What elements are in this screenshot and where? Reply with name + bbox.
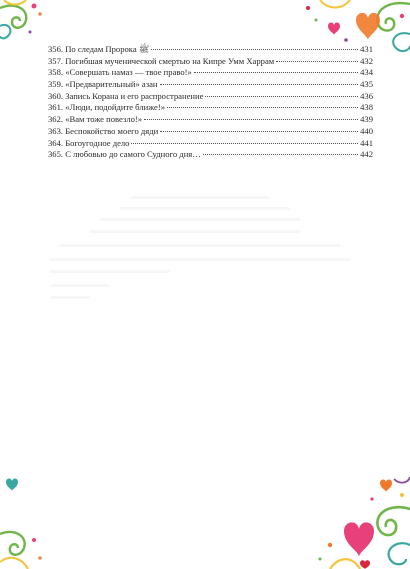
toc-entry [48,138,373,150]
dot-icon [32,538,36,542]
toc-entry [48,102,373,114]
toc-dot-leader [131,143,358,144]
toc-entry-title: 360. Запись Корана и его распространение [48,90,204,101]
dot-icon [32,4,37,9]
dot-icon [370,497,373,500]
toc-entry-title: 364. Богоугодное дело [48,137,130,148]
toc-dot-leader [203,154,358,155]
dot-icon [400,493,404,497]
toc-entry-page-number: 441 [360,137,373,148]
corner-decoration-bottom-left [0,474,60,569]
toc-dot-leader [151,49,358,50]
toc-entry-page-number: 434 [360,67,373,78]
toc-entry [48,126,373,138]
toc-dot-leader [160,84,359,85]
heart-icon [328,22,340,35]
heart-icon [6,478,18,491]
dot-icon [400,14,404,18]
corner-decoration-bottom-right [260,459,410,569]
toc-entry-page-number: 442 [360,149,373,160]
heart-icon [380,479,392,492]
dot-icon [29,31,32,34]
toc-entry-page-number: 432 [360,55,373,66]
toc-entry-title: 359. «Предварительный» азан [48,79,158,90]
heart-icon [356,13,380,40]
toc-entry-page-number: 440 [360,125,373,136]
toc-entry-title: 356. По следам Пророка ﷺ [48,44,150,54]
toc-entry [48,79,373,91]
toc-entry-page-number: 436 [360,90,373,101]
toc-entry [48,149,373,161]
toc-entry-title: 358. «Совершать намаз — твое право!» [48,67,192,78]
toc-entry-page-number: 431 [360,44,373,54]
toc-entry [48,44,373,56]
toc-dot-leader [144,119,358,120]
dot-icon [38,12,41,15]
toc-entry-title: 363. Беспокойство моего дяди [48,125,159,136]
swirl-icon [330,477,410,569]
swirl-icon [0,0,26,38]
toc-entry [48,56,373,68]
dot-icon [344,38,348,42]
toc-entry [48,91,373,103]
toc-entry [48,114,373,126]
dot-icon [328,543,332,547]
toc-entry-title: 361. «Люди, подойдите ближе!» [48,102,166,113]
toc-entry-title: 362. «Вам тоже повезло!» [48,114,143,125]
toc-entry-title: 365. С любовью до самого Судного дня… [48,149,201,160]
swirl-icon [0,532,28,569]
table-of-contents [48,44,373,161]
toc-dot-leader [160,131,358,132]
heart-icon [360,560,370,569]
dot-icon [38,556,41,559]
toc-entry-title: 357. Погибшая мученической смертью на Кипре Умм Харрам [48,55,275,66]
toc-dot-leader [205,96,358,97]
dot-icon [315,19,318,22]
toc-entry [48,67,373,79]
toc-dot-leader [276,61,358,62]
toc-entry-page-number: 435 [360,79,373,90]
corner-decoration-top-left [0,0,50,48]
toc-dot-leader [194,72,358,73]
heart-icon [344,522,374,557]
toc-entry-page-number: 438 [360,102,373,113]
dot-icon [306,6,310,10]
toc-entry-page-number: 439 [360,114,373,125]
toc-dot-leader [167,107,358,108]
dot-icon [319,558,322,561]
